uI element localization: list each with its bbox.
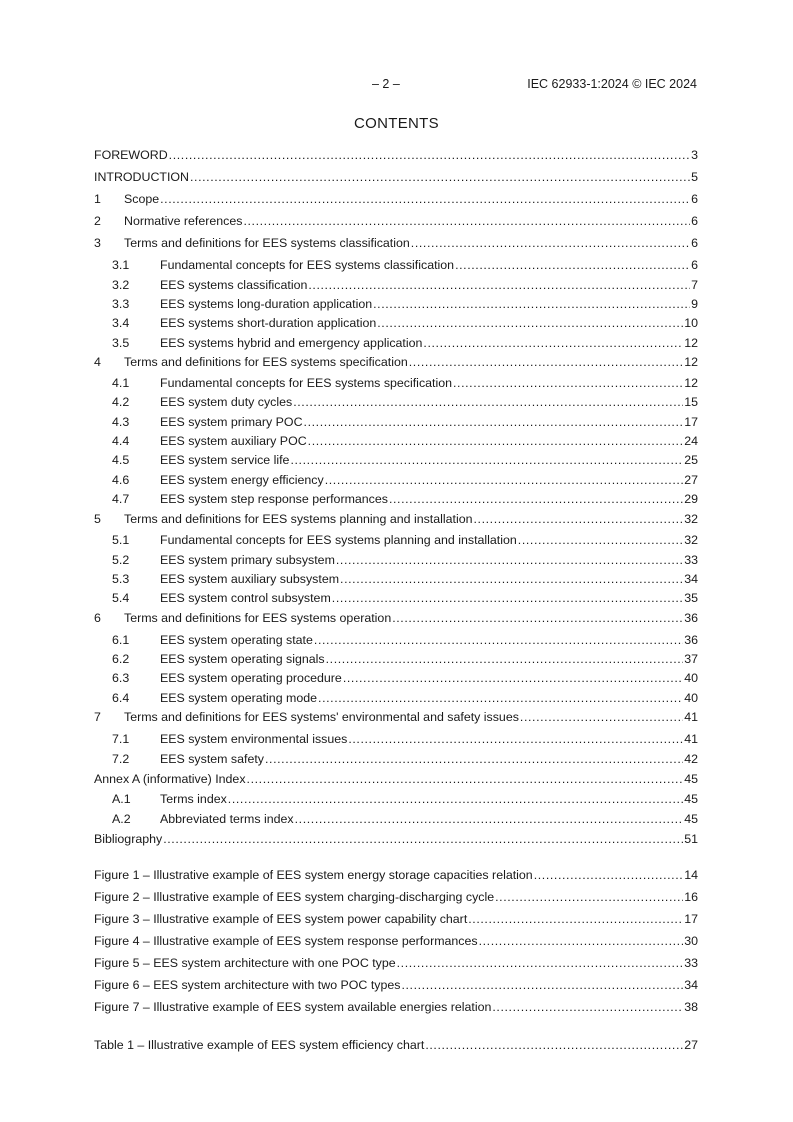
toc-entry-label: EES system operating procedure	[160, 671, 342, 685]
toc-entry[interactable]	[94, 708, 698, 724]
toc-entry-number: 7.1	[112, 732, 130, 746]
toc-entry-label: Abbreviated terms index	[160, 812, 294, 826]
toc-entry-page: 36	[684, 633, 698, 647]
toc-entry-number: 4.7	[112, 492, 130, 506]
toc-entry-page: 32	[684, 533, 698, 547]
dot-leader	[326, 652, 684, 666]
toc-entry-page: 6	[691, 192, 698, 206]
toc-entry-number: 3.3	[112, 297, 130, 311]
toc-entry-label: EES system energy efficiency	[160, 473, 324, 487]
toc-entry-page: 7	[691, 278, 698, 292]
toc-entry-page: 33	[684, 956, 698, 970]
dot-leader	[304, 415, 684, 429]
dot-leader	[343, 671, 683, 685]
toc-entry-page: 38	[684, 1000, 698, 1014]
toc-entry-number: 5.4	[112, 591, 130, 605]
dot-leader	[373, 297, 690, 311]
toc-entry[interactable]	[94, 669, 698, 685]
figure-list-entry[interactable]	[94, 932, 698, 948]
toc-entry[interactable]	[94, 168, 698, 184]
toc-entry-number: 6.2	[112, 652, 130, 666]
toc-entry-page: 45	[684, 772, 698, 786]
dot-leader	[160, 192, 690, 206]
toc-entry-page: 24	[684, 434, 698, 448]
toc-entry[interactable]	[94, 295, 698, 311]
dot-leader	[265, 752, 683, 766]
figure-list-entry[interactable]	[94, 910, 698, 926]
toc-entry[interactable]	[94, 314, 698, 330]
toc-entry[interactable]	[94, 810, 698, 826]
toc-entry-page: 40	[684, 671, 698, 685]
toc-entry[interactable]	[94, 830, 698, 846]
dot-leader	[389, 492, 683, 506]
toc-entry[interactable]	[94, 730, 698, 746]
dot-leader	[314, 633, 683, 647]
toc-entry-page: 51	[684, 832, 698, 846]
toc-entry-page: 25	[684, 453, 698, 467]
toc-entry-label: EES systems long-duration application	[160, 297, 373, 311]
toc-entry[interactable]	[94, 334, 698, 350]
dot-leader	[423, 336, 683, 350]
toc-entry-page: 10	[684, 316, 698, 330]
toc-entry-label: Figure 4 – Illustrative example of EES system response performances	[94, 934, 478, 948]
dot-leader	[308, 434, 684, 448]
toc-entry-label: EES systems short-duration application	[160, 316, 377, 330]
toc-entry-label: Figure 3 – Illustrative example of EES system power capability chart	[94, 912, 468, 926]
dot-leader	[492, 1000, 683, 1014]
toc-entry-label: Scope	[124, 192, 160, 206]
toc-entry-page: 40	[684, 691, 698, 705]
page-title: CONTENTS	[354, 115, 439, 132]
toc-entry-label: Table 1 – Illustrative example of EES system efficiency chart	[94, 1038, 425, 1052]
dot-leader	[293, 395, 683, 409]
dot-leader	[318, 691, 683, 705]
toc-entry-page: 15	[684, 395, 698, 409]
toc-entry[interactable]	[94, 490, 698, 506]
figure-list-entry[interactable]	[94, 976, 698, 992]
dot-leader	[453, 376, 683, 390]
toc-entry-label: EES system operating mode	[160, 691, 318, 705]
toc-entry-number: 3	[94, 236, 101, 250]
dot-leader	[397, 956, 684, 970]
toc-entry[interactable]	[94, 531, 698, 547]
toc-entry[interactable]	[94, 234, 698, 250]
toc-entry-label: Figure 7 – Illustrative example of EES system available energies relation	[94, 1000, 492, 1014]
toc-entry-page: 12	[684, 336, 698, 350]
dot-leader	[348, 732, 683, 746]
toc-entry-page: 17	[684, 912, 698, 926]
toc-entry-label: Fundamental concepts for EES systems planning and installation	[160, 533, 517, 547]
toc-entry-label: EES system operating state	[160, 633, 313, 647]
toc-entry-label: FOREWORD	[94, 148, 168, 162]
toc-entry-number: 5.1	[112, 533, 130, 547]
toc-entry-label: EES system primary POC	[160, 415, 303, 429]
toc-entry-number: 3.2	[112, 278, 130, 292]
toc-entry[interactable]	[94, 650, 698, 666]
toc-entry[interactable]	[94, 631, 698, 647]
toc-entry-label: EES system service life	[160, 453, 290, 467]
dot-leader	[290, 453, 683, 467]
toc-entry[interactable]	[94, 146, 698, 162]
toc-entry[interactable]	[94, 551, 698, 567]
figure-list-entry[interactable]	[94, 888, 698, 904]
toc-entry-number: A.1	[112, 792, 131, 806]
toc-entry-label: EES system duty cycles	[160, 395, 293, 409]
page-number: – 2 –	[372, 77, 400, 91]
toc-entry-number: 4.5	[112, 453, 130, 467]
dot-leader	[169, 148, 690, 162]
toc-entry-label: EES system step response performances	[160, 492, 388, 506]
toc-entry-label: Terms and definitions for EES systems specification	[124, 355, 408, 369]
toc-entry[interactable]	[94, 393, 698, 409]
toc-entry[interactable]	[94, 432, 698, 448]
toc-entry[interactable]	[94, 413, 698, 429]
toc-entry-page: 45	[684, 812, 698, 826]
toc-entry-label: EES system control subsystem	[160, 591, 331, 605]
dot-leader	[495, 890, 683, 904]
toc-entry-number: 6.4	[112, 691, 130, 705]
toc-entry-number: 3.5	[112, 336, 130, 350]
toc-entry[interactable]	[94, 750, 698, 766]
dot-leader	[401, 978, 683, 992]
toc-entry-label: EES system safety	[160, 752, 264, 766]
toc-entry-page: 6	[691, 236, 698, 250]
toc-entry-number: 4.1	[112, 376, 130, 390]
dot-leader	[228, 792, 683, 806]
toc-entry-page: 6	[691, 214, 698, 228]
table-list-entry[interactable]	[94, 1036, 698, 1052]
toc-entry-label: INTRODUCTION	[94, 170, 189, 184]
toc-entry-number: 6.3	[112, 671, 130, 685]
toc-entry-label: EES systems hybrid and emergency application	[160, 336, 423, 350]
toc-entry-page: 29	[684, 492, 698, 506]
toc-entry-number: A.2	[112, 812, 131, 826]
dot-leader	[468, 912, 683, 926]
toc-entry[interactable]	[94, 374, 698, 390]
dot-leader	[518, 533, 683, 547]
toc-entry-label: EES system primary subsystem	[160, 553, 335, 567]
toc-entry-page: 33	[684, 553, 698, 567]
toc-entry-label: Fundamental concepts for EES systems classification	[160, 258, 455, 272]
toc-entry-number: 5.3	[112, 572, 130, 586]
toc-entry-number: 5.2	[112, 553, 130, 567]
standard-header: IEC 62933-1:2024 © IEC 2024	[527, 77, 697, 91]
toc-entry-label: EES system environmental issues	[160, 732, 348, 746]
toc-entry-label: EES system auxiliary subsystem	[160, 572, 340, 586]
toc-entry[interactable]	[94, 570, 698, 586]
figure-list-entry[interactable]	[94, 954, 698, 970]
dot-leader	[247, 772, 684, 786]
toc-entry-page: 35	[684, 591, 698, 605]
toc-entry-label: EES system operating signals	[160, 652, 325, 666]
dot-leader	[295, 812, 684, 826]
toc-entry[interactable]	[94, 451, 698, 467]
toc-entry-label: EES system auxiliary POC	[160, 434, 307, 448]
toc-entry-number: 4	[94, 355, 101, 369]
dot-leader	[520, 710, 683, 724]
dot-leader	[411, 236, 690, 250]
toc-entry[interactable]	[94, 190, 698, 206]
toc-entry-number: 5	[94, 512, 101, 526]
figure-list-entry[interactable]	[94, 866, 698, 882]
toc-entry-label: Figure 6 – EES system architecture with two POC types	[94, 978, 401, 992]
toc-entry-label: Terms and definitions for EES systems classification	[124, 236, 410, 250]
dot-leader	[392, 611, 683, 625]
dot-leader	[308, 278, 690, 292]
toc-entry-number: 4.6	[112, 473, 130, 487]
toc-entry-page: 17	[684, 415, 698, 429]
toc-entry-label: EES systems classification	[160, 278, 308, 292]
figure-list-entry[interactable]	[94, 998, 698, 1014]
toc-entry-number: 3.4	[112, 316, 130, 330]
toc-entry[interactable]	[94, 256, 698, 272]
dot-leader	[163, 832, 683, 846]
toc-entry-page: 27	[684, 1038, 698, 1052]
dot-leader	[425, 1038, 683, 1052]
toc-entry[interactable]	[94, 790, 698, 806]
dot-leader	[243, 214, 690, 228]
toc-entry[interactable]	[94, 689, 698, 705]
toc-entry-label: Normative references	[124, 214, 243, 228]
toc-entry-page: 42	[684, 752, 698, 766]
toc-entry-number: 4.2	[112, 395, 130, 409]
toc-entry-page: 27	[684, 473, 698, 487]
dot-leader	[474, 512, 684, 526]
toc-entry[interactable]	[94, 471, 698, 487]
toc-entry-page: 9	[691, 297, 698, 311]
toc-entry-page: 45	[684, 792, 698, 806]
dot-leader	[325, 473, 684, 487]
toc-entry-label: Figure 5 – EES system architecture with one POC type	[94, 956, 396, 970]
toc-entry-number: 4.3	[112, 415, 130, 429]
toc-entry-number: 2	[94, 214, 101, 228]
toc-entry-page: 41	[684, 710, 698, 724]
toc-entry-page: 36	[684, 611, 698, 625]
toc-entry-page: 14	[684, 868, 698, 882]
toc-entry-label: Terms and definitions for EES systems' environmental and safety issues	[124, 710, 519, 724]
toc-entry-page: 30	[684, 934, 698, 948]
toc-entry-label: Terms index	[160, 792, 227, 806]
toc-entry[interactable]	[94, 276, 698, 292]
dot-leader	[377, 316, 683, 330]
toc-entry-label: Figure 2 – Illustrative example of EES system charging-discharging cycle	[94, 890, 495, 904]
toc-entry-label: Terms and definitions for EES systems operation	[124, 611, 392, 625]
toc-entry-number: 7	[94, 710, 101, 724]
toc-entry[interactable]	[94, 510, 698, 526]
toc-entry[interactable]	[94, 212, 698, 228]
dot-leader	[534, 868, 684, 882]
dot-leader	[455, 258, 690, 272]
toc-entry[interactable]	[94, 353, 698, 369]
toc-entry-label: Annex A (informative) Index	[94, 772, 246, 786]
toc-entry-page: 41	[684, 732, 698, 746]
toc-entry-page: 3	[691, 148, 698, 162]
toc-entry-number: 7.2	[112, 752, 130, 766]
toc-entry-number: 6	[94, 611, 101, 625]
toc-entry[interactable]	[94, 609, 698, 625]
toc-entry-page: 12	[684, 355, 698, 369]
dot-leader	[479, 934, 684, 948]
dot-leader	[190, 170, 690, 184]
dot-leader	[336, 553, 683, 567]
toc-entry-page: 34	[684, 572, 698, 586]
dot-leader	[340, 572, 683, 586]
toc-entry[interactable]	[94, 770, 698, 786]
toc-entry-page: 5	[691, 170, 698, 184]
toc-entry-number: 4.4	[112, 434, 130, 448]
toc-entry-page: 34	[684, 978, 698, 992]
toc-entry-label: Fundamental concepts for EES systems specification	[160, 376, 453, 390]
toc-entry-number: 6.1	[112, 633, 130, 647]
toc-entry-label: Figure 1 – Illustrative example of EES system energy storage capacities relation	[94, 868, 533, 882]
toc-entry-page: 6	[691, 258, 698, 272]
toc-entry-number: 3.1	[112, 258, 130, 272]
toc-entry-page: 32	[684, 512, 698, 526]
toc-entry-number: 1	[94, 192, 101, 206]
toc-entry-page: 12	[684, 376, 698, 390]
toc-entry[interactable]	[94, 589, 698, 605]
toc-entry-page: 16	[684, 890, 698, 904]
dot-leader	[409, 355, 683, 369]
dot-leader	[332, 591, 683, 605]
toc-entry-page: 37	[684, 652, 698, 666]
toc-entry-label: Terms and definitions for EES systems planning and installation	[124, 512, 473, 526]
toc-entry-label: Bibliography	[94, 832, 163, 846]
